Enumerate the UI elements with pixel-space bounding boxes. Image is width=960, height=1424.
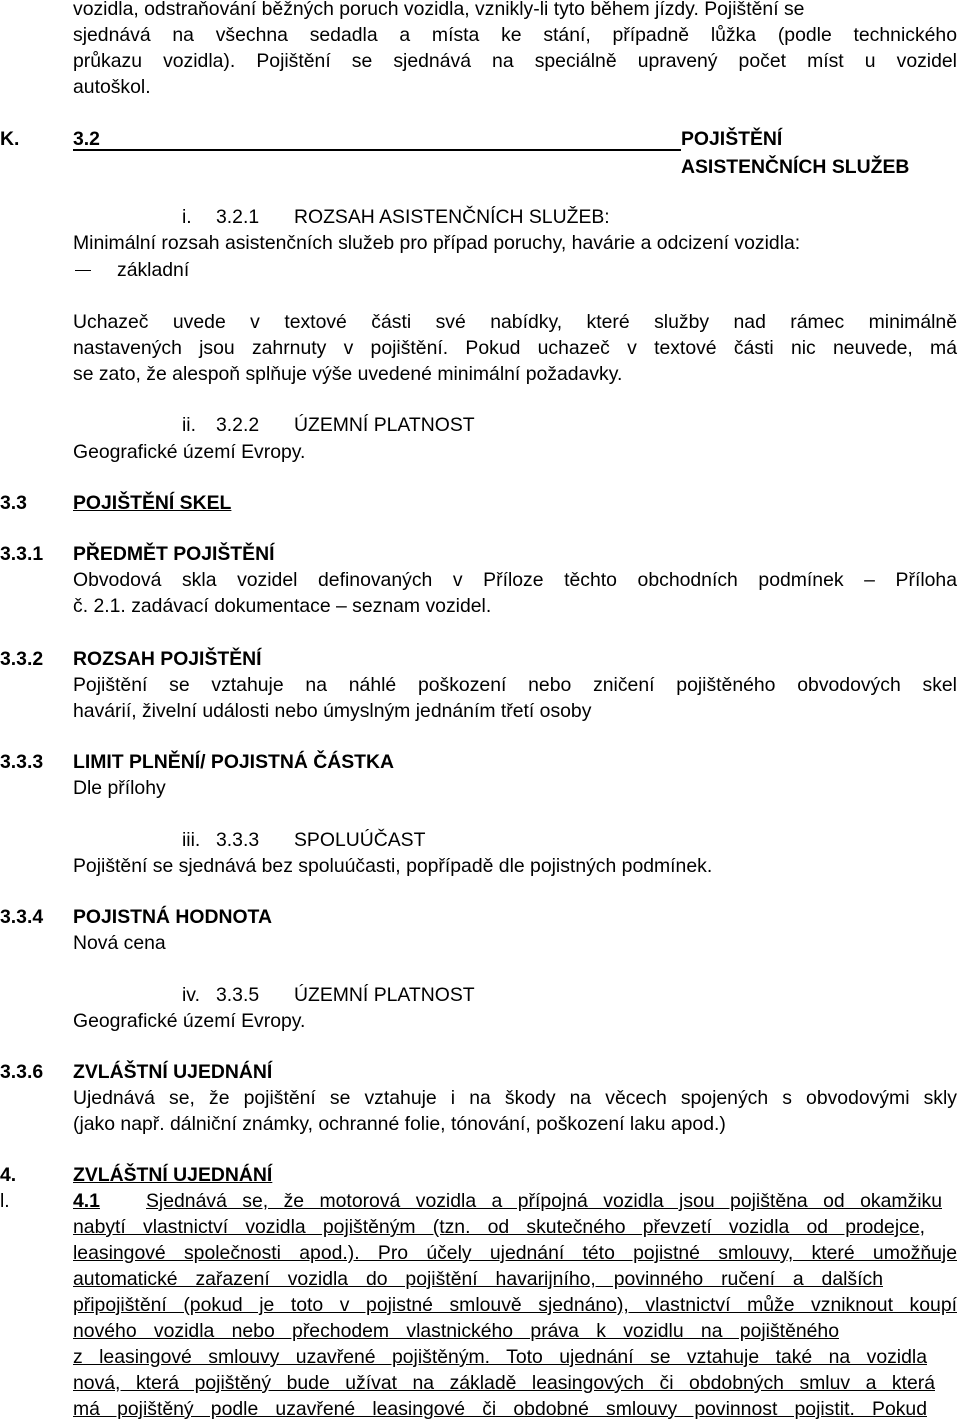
paragraph-line: nová, která pojištěný bude užívat na základě leasingových či obdobných smluv a která — [73, 1372, 935, 1394]
list-marker: l. — [0, 1190, 10, 1212]
paragraph-line: se zato, že alespoň splňuje výše uvedené minimální požadavky. — [73, 363, 623, 385]
paragraph-line: Nová cena — [73, 932, 166, 954]
subsection-title: ÚZEMNÍ PLATNOST — [294, 414, 475, 436]
section-title: ZVLÁŠTNÍ UJEDNÁNÍ — [73, 1164, 273, 1186]
subsection-title: ROZSAH POJIŠTĚNÍ — [73, 648, 262, 670]
intro-line-4: autoškol. — [73, 76, 151, 98]
paragraph-line: havárií, živelní události nebo úmyslným jednáním třetí osoby — [73, 700, 592, 722]
subsection-number: 3.2.1 — [216, 206, 260, 228]
subsection-title: ÚZEMNÍ PLATNOST — [294, 984, 475, 1006]
subsection-number: 3.3.5 — [216, 984, 260, 1006]
paragraph-line: Minimální rozsah asistenčních služeb pro případ poruchy, havárie a odcizení vozidla: — [73, 232, 801, 254]
subsection-title: ROZSAH ASISTENČNÍCH SLUŽEB: — [294, 206, 610, 228]
subsection-number: 3.3.2 — [0, 648, 44, 670]
paragraph-line: Geografické území Evropy. — [73, 441, 306, 463]
subsection-roman: i. — [182, 206, 192, 228]
subsection-title: PŘEDMĚT POJIŠTĚNÍ — [73, 543, 275, 565]
section-title-line-2: ASISTENČNÍCH SLUŽEB — [681, 156, 910, 178]
section-title-line-1: POJIŠTĚNÍ — [681, 128, 783, 150]
subsection-number: 3.3.4 — [0, 906, 44, 928]
paragraph-line: č. 2.1. zadávací dokumentace – seznam vozidel. — [73, 595, 492, 617]
paragraph-line: nabytí vlastnictví vozidla pojištěným (tzn. od skutečného převzetí vozidla od prodejce, — [73, 1216, 925, 1238]
subsection-title: ZVLÁŠTNÍ UJEDNÁNÍ — [73, 1061, 273, 1083]
paragraph-line: z leasingové smlouvy uzavřené pojištěným. Toto ujednání se vztahuje také na vozidla — [73, 1346, 927, 1368]
subsection-roman: ii. — [182, 414, 197, 436]
bullet-item: základní — [117, 259, 190, 281]
section-number: 4. — [0, 1164, 17, 1186]
subsection-title: LIMIT PLNĚNÍ/ POJISTNÁ ČÁSTKA — [73, 751, 395, 773]
paragraph-line: Geografické území Evropy. — [73, 1010, 306, 1032]
subsection-title: POJISTNÁ HODNOTA — [73, 906, 272, 928]
paragraph-line: má pojištěný podle uzavřené leasingové či obdobné smlouvy povinnost pojistit. Pokud — [73, 1398, 927, 1420]
paragraph-line: leasingové společnosti apod.). Pro účely ujednání této pojistné smlouvy, které umožňuje — [73, 1242, 957, 1264]
dash-bullet-icon — [75, 270, 91, 271]
paragraph-line: nového vozidla nebo přechodem vlastnického práva k vozidlu na pojištěného — [73, 1320, 839, 1342]
subsection-roman: iv. — [182, 984, 200, 1006]
section-number: 3.2 — [73, 128, 100, 150]
subsection-number: 3.3.6 — [0, 1061, 44, 1083]
paragraph-line: Pojištění se vztahuje na náhlé poškození nebo zničení pojištěného obvodových skel — [73, 674, 957, 696]
paragraph-line: Dle přílohy — [73, 777, 166, 799]
section-number: 3.3 — [0, 492, 27, 514]
subsection-number: 3.3.3 — [216, 829, 260, 851]
paragraph-line: Ujednává se, že pojištění se vztahuje i na škody na věcech spojených s obvodovými skly — [73, 1087, 957, 1109]
subsection-number: 4.1 — [73, 1190, 100, 1212]
intro-line-1 — [73, 0, 957, 22]
paragraph-line: automatické zařazení vozidla do pojištění havarijního, povinného ručení a dalších — [73, 1268, 883, 1290]
intro-line-2: sjednává na všechna sedadla a místa ke stání, případně lůžka (podle technického — [73, 24, 957, 46]
section-prefix: K. — [0, 128, 20, 150]
paragraph-line: Uchazeč uvede v textové části své nabídky, které služby nad rámec minimálně — [73, 311, 957, 333]
paragraph-line: nastavených jsou zahrnuty v pojištění. Pokud uchazeč v textové části nic neuvede, má — [73, 337, 957, 359]
subsection-title: SPOLUÚČAST — [294, 829, 426, 851]
subsection-roman: iii. — [182, 829, 201, 851]
paragraph-line: (jako např. dálniční známky, ochranné folie, tónování, poškození laku apod.) — [73, 1113, 726, 1135]
paragraph-line: Pojištění se sjednává bez spoluúčasti, popřípadě dle pojistných podmínek. — [73, 855, 713, 877]
intro-text: vozidla, odstraňování běžných poruch vozidla, vznikly-li tyto během jízdy. Pojištění se — [73, 0, 805, 20]
heading-underline — [73, 149, 681, 151]
paragraph-line: Obvodová skla vozidel definovaných v Příloze těchto obchodních podmínek – Příloha — [73, 569, 957, 591]
subsection-number: 3.3.1 — [0, 543, 44, 565]
section-title: POJIŠTĚNÍ SKEL — [73, 492, 232, 514]
subsection-number: 3.3.3 — [0, 751, 44, 773]
intro-line-3: průkazu vozidla). Pojištění se sjednává na speciálně upravený počet míst u vozidel — [73, 50, 957, 72]
paragraph-line: Sjednává se, že motorová vozidla a přípojná vozidla jsou pojištěna od okamžiku — [146, 1190, 942, 1212]
paragraph-line: připojištění (pokud je toto v pojistné smlouvě sjednáno), vlastnictví může vzniknout koupí — [73, 1294, 957, 1316]
subsection-number: 3.2.2 — [216, 414, 260, 436]
